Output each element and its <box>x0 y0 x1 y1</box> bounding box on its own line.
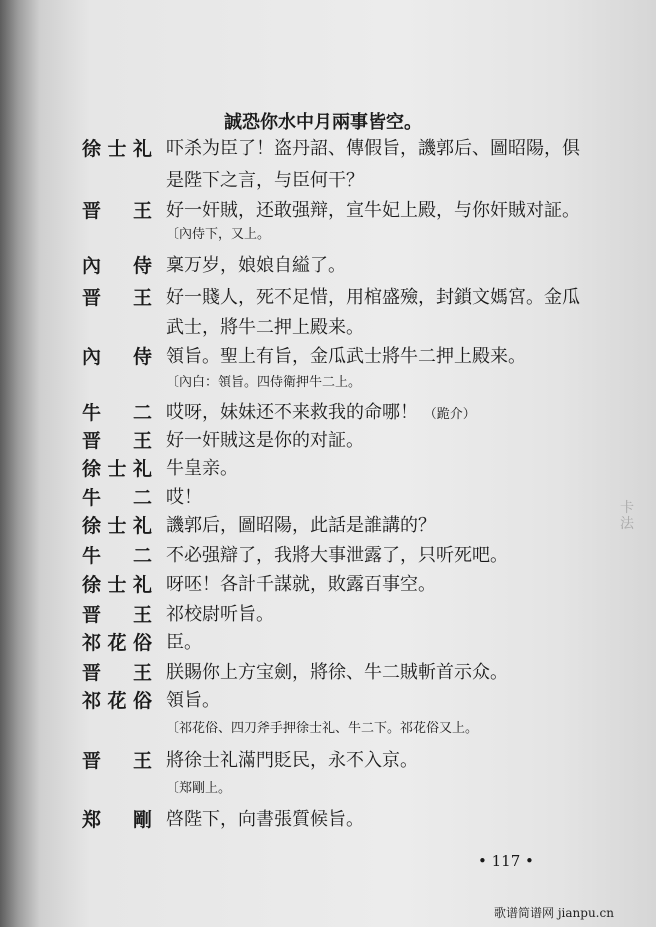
page-number: • 117 • <box>478 852 534 870</box>
dialogue-text: 臣。 <box>166 632 202 653</box>
stage-direction: 〔祁花俗、四刀斧手押徐士礼、牛二下。祁花俗又上。 <box>166 721 479 736</box>
speaker-label: 晋 王 <box>82 604 152 626</box>
speaker-label: 徐士礼 <box>82 574 152 596</box>
speaker-label: 內 侍 <box>82 255 152 277</box>
dialogue-text: 呀呸！各計千謀就，敗露百事空。 <box>166 574 436 595</box>
speaker-label: 祁花俗 <box>82 690 152 712</box>
stage-direction: 〔內侍下，又上。 <box>166 227 271 242</box>
dialogue-text: 不必强辯了，我將大事泄露了，只听死吧。 <box>166 545 508 566</box>
dialogue-text: 好一奸賊这是你的对証。 <box>166 430 364 451</box>
dialogue-text: 好一賤人，死不足惜，用棺盛殮，封鎖文媽宮。金瓜 <box>166 287 580 308</box>
dialogue-text: 吓杀为臣了！盗丹詔、傳假旨，譏郭后、圖昭陽，俱 <box>166 138 580 159</box>
speaker-label: 徐士礼 <box>82 458 152 480</box>
verse-text: 誠恐你水中月兩事皆空。 <box>224 112 422 133</box>
stage-direction: 〔郑剛上。 <box>166 781 232 796</box>
dialogue-text: 祁校尉听旨。 <box>166 604 274 625</box>
dialogue-text: 好一奸賊，还敢强辩，宣牛妃上殿，与你奸賊对証。 <box>166 200 580 221</box>
margin-ghost-glyphs: 卡法 <box>620 500 634 532</box>
dialogue-text: 哎呀，妹妹还不来救我的命哪！ <box>166 402 418 423</box>
speaker-label: 牛 二 <box>82 402 152 424</box>
dialogue-text: 領旨。 <box>166 690 220 711</box>
dialogue-text: 稟万岁，娘娘自縊了。 <box>166 255 346 276</box>
speaker-label: 牛 二 <box>82 545 152 567</box>
dialogue-text: 是陛下之言，与臣何干？ <box>166 170 364 191</box>
dialogue-text: 將徐士礼滿門貶民，永不入京。 <box>166 750 418 771</box>
speaker-label: 郑 剛 <box>82 809 152 831</box>
speaker-label: 內 侍 <box>82 346 152 368</box>
watermark: 歌谱简谱网 jianpu.cn <box>494 906 614 920</box>
stage-note: （跪介） <box>423 407 476 422</box>
dialogue-text: 譏郭后，圖昭陽，此話是誰講的？ <box>166 515 436 536</box>
speaker-label: 晋 王 <box>82 430 152 452</box>
stage-direction: 〔內白：領旨。四侍衛押牛二上。 <box>166 375 362 390</box>
dialogue-text: 武士，將牛二押上殿来。 <box>166 317 364 338</box>
dialogue-text <box>166 402 476 426</box>
dialogue-text: 牛皇亲。 <box>166 458 238 479</box>
speaker-label: 牛 二 <box>82 487 152 509</box>
speaker-label: 徐士礼 <box>82 138 152 160</box>
speaker-label: 祁花俗 <box>82 632 152 654</box>
speaker-label: 晋 王 <box>82 750 152 772</box>
dialogue-text: 領旨。聖上有旨，金瓜武士將牛二押上殿来。 <box>166 346 526 367</box>
dialogue-text: 哎！ <box>166 487 202 508</box>
speaker-label: 徐士礼 <box>82 515 152 537</box>
dialogue-text: 啓陛下，向書張質候旨。 <box>166 809 364 830</box>
dialogue-text: 朕賜你上方宝劍，將徐、牛二賊斬首示众。 <box>166 662 508 683</box>
speaker-label: 晋 王 <box>82 200 152 222</box>
speaker-label: 晋 王 <box>82 287 152 309</box>
speaker-label: 晋 王 <box>82 662 152 684</box>
